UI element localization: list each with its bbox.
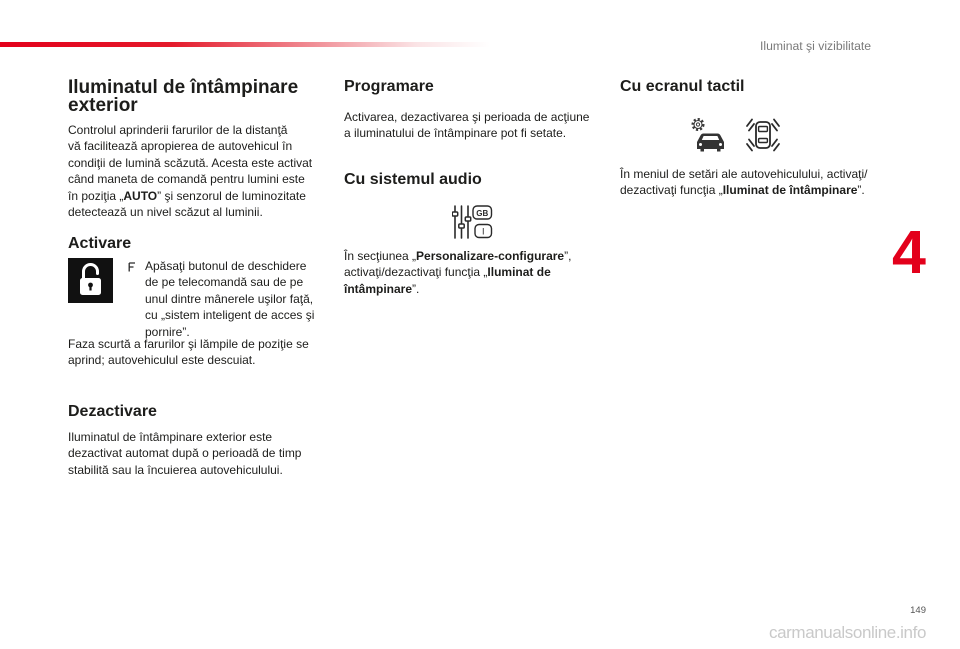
text-line: Iluminatul de întâmpinare exterior este: [68, 430, 273, 444]
text-line: pornire”.: [145, 324, 190, 339]
text-line: dezactivat automat după o perioadă de timp: [68, 446, 302, 461]
audio-system-paragraph: [344, 248, 571, 297]
unlock-icon: [68, 258, 113, 303]
text-line: [344, 264, 571, 280]
vehicle-settings-icon: [690, 117, 726, 153]
text-line: [620, 182, 867, 198]
text-line: [68, 188, 312, 204]
text-line: Faza scurtă a farurilor şi lămpile de poziţie se: [68, 337, 309, 351]
bullet-arrow-icon: [128, 262, 136, 272]
text-line: [344, 248, 571, 264]
text-line: cu „sistem inteligent de acces şi: [145, 308, 315, 323]
section-title: Iluminat şi vizibilitate: [760, 39, 872, 53]
welcome-lighting-icon: [745, 117, 781, 153]
text-line: când maneta de comandă pentru lumini este: [68, 172, 305, 187]
text-line: Activarea, dezactivarea şi perioada de acţiune: [344, 110, 590, 124]
text-line: a iluminatului de întâmpinare pot fi setate.: [344, 126, 567, 141]
text-segment: ” şi senzorul de luminozitate: [157, 188, 306, 203]
text-segment: ”.: [857, 183, 865, 198]
header-accent-bar: [0, 42, 490, 47]
deactivation-heading: Dezactivare: [68, 403, 157, 420]
programming-paragraph: [344, 109, 589, 142]
text-line: de pe telecomandă sau de pe: [145, 275, 304, 290]
activation-heading: Activare: [68, 235, 132, 252]
audio-settings-icon: [452, 204, 493, 240]
text-segment: activaţi/dezactivaţi funcţia „: [344, 265, 488, 280]
text-line: vă facilitează apropierea de autovehicul în: [68, 139, 293, 154]
text-bold-segment: Iluminat de întâmpinare: [722, 183, 858, 198]
text-line: detectează un nivel scăzut al luminii.: [68, 205, 263, 220]
text-line: Apăsaţi butonul de deschidere: [145, 259, 307, 273]
programming-heading: Programare: [344, 78, 434, 95]
page-title: [68, 79, 298, 115]
audio-icon-cursor-label: I: [481, 226, 485, 237]
text-segment: În secţiunea „: [344, 249, 417, 263]
touchscreen-heading: Cu ecranul tactil: [620, 78, 745, 95]
text-line: aprind; autovehiculul este descuiat.: [68, 353, 256, 368]
page-title-line: Iluminatul de întâmpinare: [68, 77, 299, 98]
text-segment: ”.: [412, 281, 420, 296]
text-bold-segment: întâmpinare: [344, 281, 413, 296]
deactivation-paragraph: [68, 429, 301, 478]
text-segment: în poziţia „: [68, 188, 124, 203]
audio-icon-language-label: GB: [476, 208, 489, 218]
intro-paragraph: [68, 122, 312, 220]
text-segment: ”,: [564, 249, 572, 263]
watermark: carmanualsonline.info: [769, 623, 926, 642]
activation-result: [68, 336, 309, 369]
text-line: [344, 281, 571, 297]
text-line: În meniul de setări ale autovehiculului, activaţi/: [620, 167, 868, 181]
text-bold-segment: Iluminat de: [487, 265, 551, 280]
text-segment: dezactivaţi funcţia „: [620, 183, 723, 198]
touchscreen-paragraph: [620, 166, 867, 199]
chapter-number: 4: [892, 218, 926, 286]
activation-step: [145, 258, 314, 340]
text-bold-segment: Personalizare-configurare: [416, 249, 565, 263]
text-line: condiţii de lumină scăzută. Acesta este activat: [68, 155, 313, 170]
text-line: stabilită sau la încuierea autovehiculului.: [68, 462, 283, 477]
page-number: 149: [910, 605, 926, 616]
audio-system-heading: Cu sistemul audio: [344, 171, 482, 188]
text-bold-segment: AUTO: [123, 188, 158, 203]
page-title-line: exterior: [68, 95, 138, 116]
text-line: unul dintre mânerele uşilor faţă,: [145, 291, 314, 306]
text-line: Controlul aprinderii farurilor de la distanţă: [68, 123, 288, 137]
